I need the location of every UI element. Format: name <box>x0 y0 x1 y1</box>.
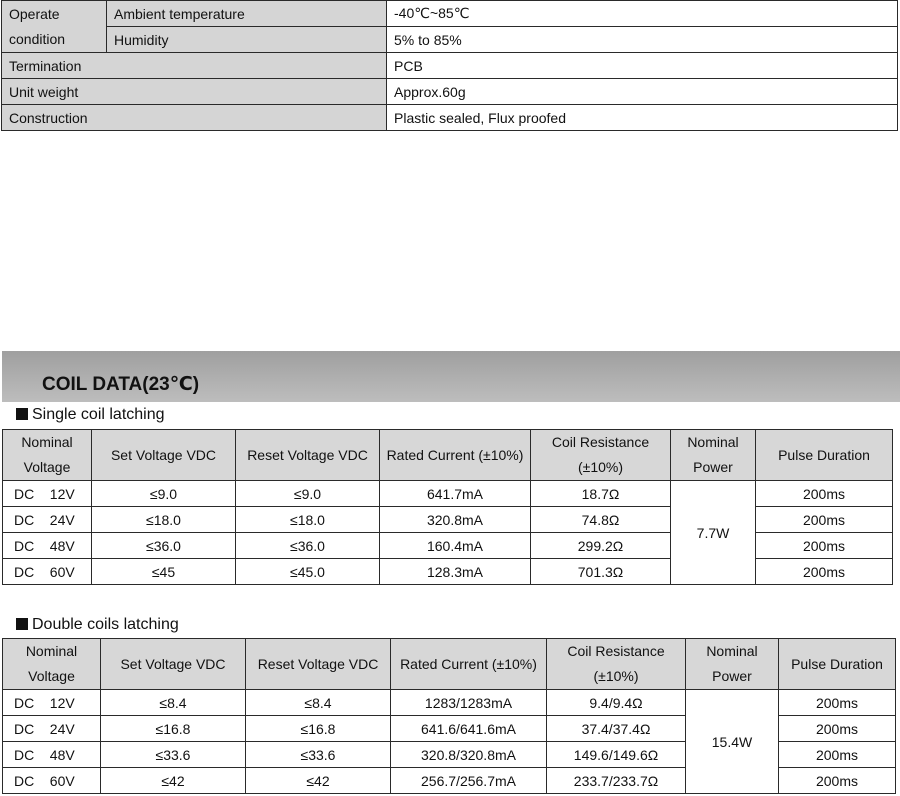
voltage-cell: DC 12V <box>3 690 101 716</box>
spec-row-weight <box>2 79 898 105</box>
header-pulse-duration: Pulse Duration <box>779 639 896 690</box>
header-reset-voltage: Reset Voltage VDC <box>236 430 380 481</box>
pulse-duration-cell: 200ms <box>756 559 893 585</box>
humidity-value: 5% to 85% <box>387 27 898 53</box>
unit-weight-label: Unit weight <box>2 79 387 105</box>
single-coil-heading <box>16 406 165 424</box>
rated-current-cell: 641.6/641.6mA <box>391 716 547 742</box>
ambient-temperature-label: Ambient temperature <box>107 1 387 27</box>
table-header-row <box>3 639 896 690</box>
coil-resistance-cell: 9.4/9.4Ω <box>547 690 686 716</box>
pulse-duration-cell: 200ms <box>756 481 893 507</box>
coil-resistance-cell: 18.7Ω <box>531 481 671 507</box>
pulse-duration-cell: 200ms <box>779 742 896 768</box>
voltage-cell: DC 24V <box>3 716 101 742</box>
voltage-cell: DC 12V <box>3 481 92 507</box>
header-reset-voltage: Reset Voltage VDC <box>246 639 391 690</box>
reset-voltage-cell: ≤9.0 <box>236 481 380 507</box>
reset-voltage-cell: ≤36.0 <box>236 533 380 559</box>
ambient-temperature-value: -40℃~85℃ <box>387 1 898 27</box>
single-coil-title: Single coil latching <box>32 406 165 423</box>
set-voltage-cell: ≤45 <box>92 559 236 585</box>
set-voltage-cell: ≤42 <box>101 768 246 794</box>
reset-voltage-cell: ≤18.0 <box>236 507 380 533</box>
reset-voltage-cell: ≤8.4 <box>246 690 391 716</box>
rated-current-cell: 320.8/320.8mA <box>391 742 547 768</box>
coil-resistance-cell: 233.7/233.7Ω <box>547 768 686 794</box>
header-rated-current: Rated Current (±10%) <box>391 639 547 690</box>
pulse-duration-cell: 200ms <box>779 716 896 742</box>
voltage-cell: DC 60V <box>3 768 101 794</box>
header-nominal-power: Nominal Power <box>671 430 756 481</box>
coil-resistance-cell: 74.8Ω <box>531 507 671 533</box>
reset-voltage-cell: ≤33.6 <box>246 742 391 768</box>
rated-current-cell: 320.8mA <box>380 507 531 533</box>
black-square-icon <box>16 618 28 630</box>
spec-table <box>1 0 898 131</box>
table-row <box>3 690 896 716</box>
double-coil-heading <box>16 616 179 634</box>
double-coil-table <box>2 638 896 794</box>
termination-label: Termination <box>2 53 387 79</box>
voltage-cell: DC 24V <box>3 507 92 533</box>
reset-voltage-cell: ≤42 <box>246 768 391 794</box>
set-voltage-cell: ≤18.0 <box>92 507 236 533</box>
header-nominal-power: Nominal Power <box>686 639 779 690</box>
table-row <box>3 533 893 559</box>
coil-resistance-cell: 299.2Ω <box>531 533 671 559</box>
coil-resistance-cell: 37.4/37.4Ω <box>547 716 686 742</box>
header-nominal-voltage: Nominal Voltage <box>3 639 101 690</box>
construction-label: Construction <box>2 105 387 131</box>
set-voltage-cell: ≤8.4 <box>101 690 246 716</box>
header-pulse-duration: Pulse Duration <box>756 430 893 481</box>
spec-row-construction <box>2 105 898 131</box>
set-voltage-cell: ≤16.8 <box>101 716 246 742</box>
header-rated-current: Rated Current (±10%) <box>380 430 531 481</box>
header-coil-resistance: Coil Resistance (±10%) <box>531 430 671 481</box>
coil-resistance-cell: 701.3Ω <box>531 559 671 585</box>
spec-row-humidity <box>2 27 898 53</box>
set-voltage-cell: ≤33.6 <box>101 742 246 768</box>
unit-weight-value: Approx.60g <box>387 79 898 105</box>
single-coil-table <box>2 429 893 585</box>
voltage-cell: DC 60V <box>3 559 92 585</box>
table-row <box>3 559 893 585</box>
spec-row-termination <box>2 53 898 79</box>
header-set-voltage: Set Voltage VDC <box>92 430 236 481</box>
termination-value: PCB <box>387 53 898 79</box>
rated-current-cell: 160.4mA <box>380 533 531 559</box>
operate-condition-label: Operate condition <box>2 1 107 53</box>
header-set-voltage: Set Voltage VDC <box>101 639 246 690</box>
set-voltage-cell: ≤36.0 <box>92 533 236 559</box>
header-coil-resistance: Coil Resistance (±10%) <box>547 639 686 690</box>
rated-current-cell: 128.3mA <box>380 559 531 585</box>
header-nominal-voltage: Nominal Voltage <box>3 430 92 481</box>
coil-data-title: COIL DATA(23℃) <box>42 374 200 395</box>
pulse-duration-cell: 200ms <box>756 533 893 559</box>
pulse-duration-cell: 200ms <box>779 690 896 716</box>
table-row <box>3 481 893 507</box>
black-square-icon <box>16 408 28 420</box>
humidity-label: Humidity <box>107 27 387 53</box>
rated-current-cell: 1283/1283mA <box>391 690 547 716</box>
set-voltage-cell: ≤9.0 <box>92 481 236 507</box>
coil-resistance-cell: 149.6/149.6Ω <box>547 742 686 768</box>
rated-current-cell: 256.7/256.7mA <box>391 768 547 794</box>
voltage-cell: DC 48V <box>3 742 101 768</box>
pulse-duration-cell: 200ms <box>779 768 896 794</box>
reset-voltage-cell: ≤45.0 <box>236 559 380 585</box>
coil-data-banner <box>2 351 900 402</box>
spec-row-ambient <box>2 1 898 27</box>
pulse-duration-cell: 200ms <box>756 507 893 533</box>
double-coil-title: Double coils latching <box>32 616 179 633</box>
construction-value: Plastic sealed, Flux proofed <box>387 105 898 131</box>
table-row <box>3 507 893 533</box>
nominal-power-cell: 7.7W <box>671 481 756 585</box>
voltage-cell: DC 48V <box>3 533 92 559</box>
rated-current-cell: 641.7mA <box>380 481 531 507</box>
table-header-row <box>3 430 893 481</box>
nominal-power-cell: 15.4W <box>686 690 779 794</box>
reset-voltage-cell: ≤16.8 <box>246 716 391 742</box>
